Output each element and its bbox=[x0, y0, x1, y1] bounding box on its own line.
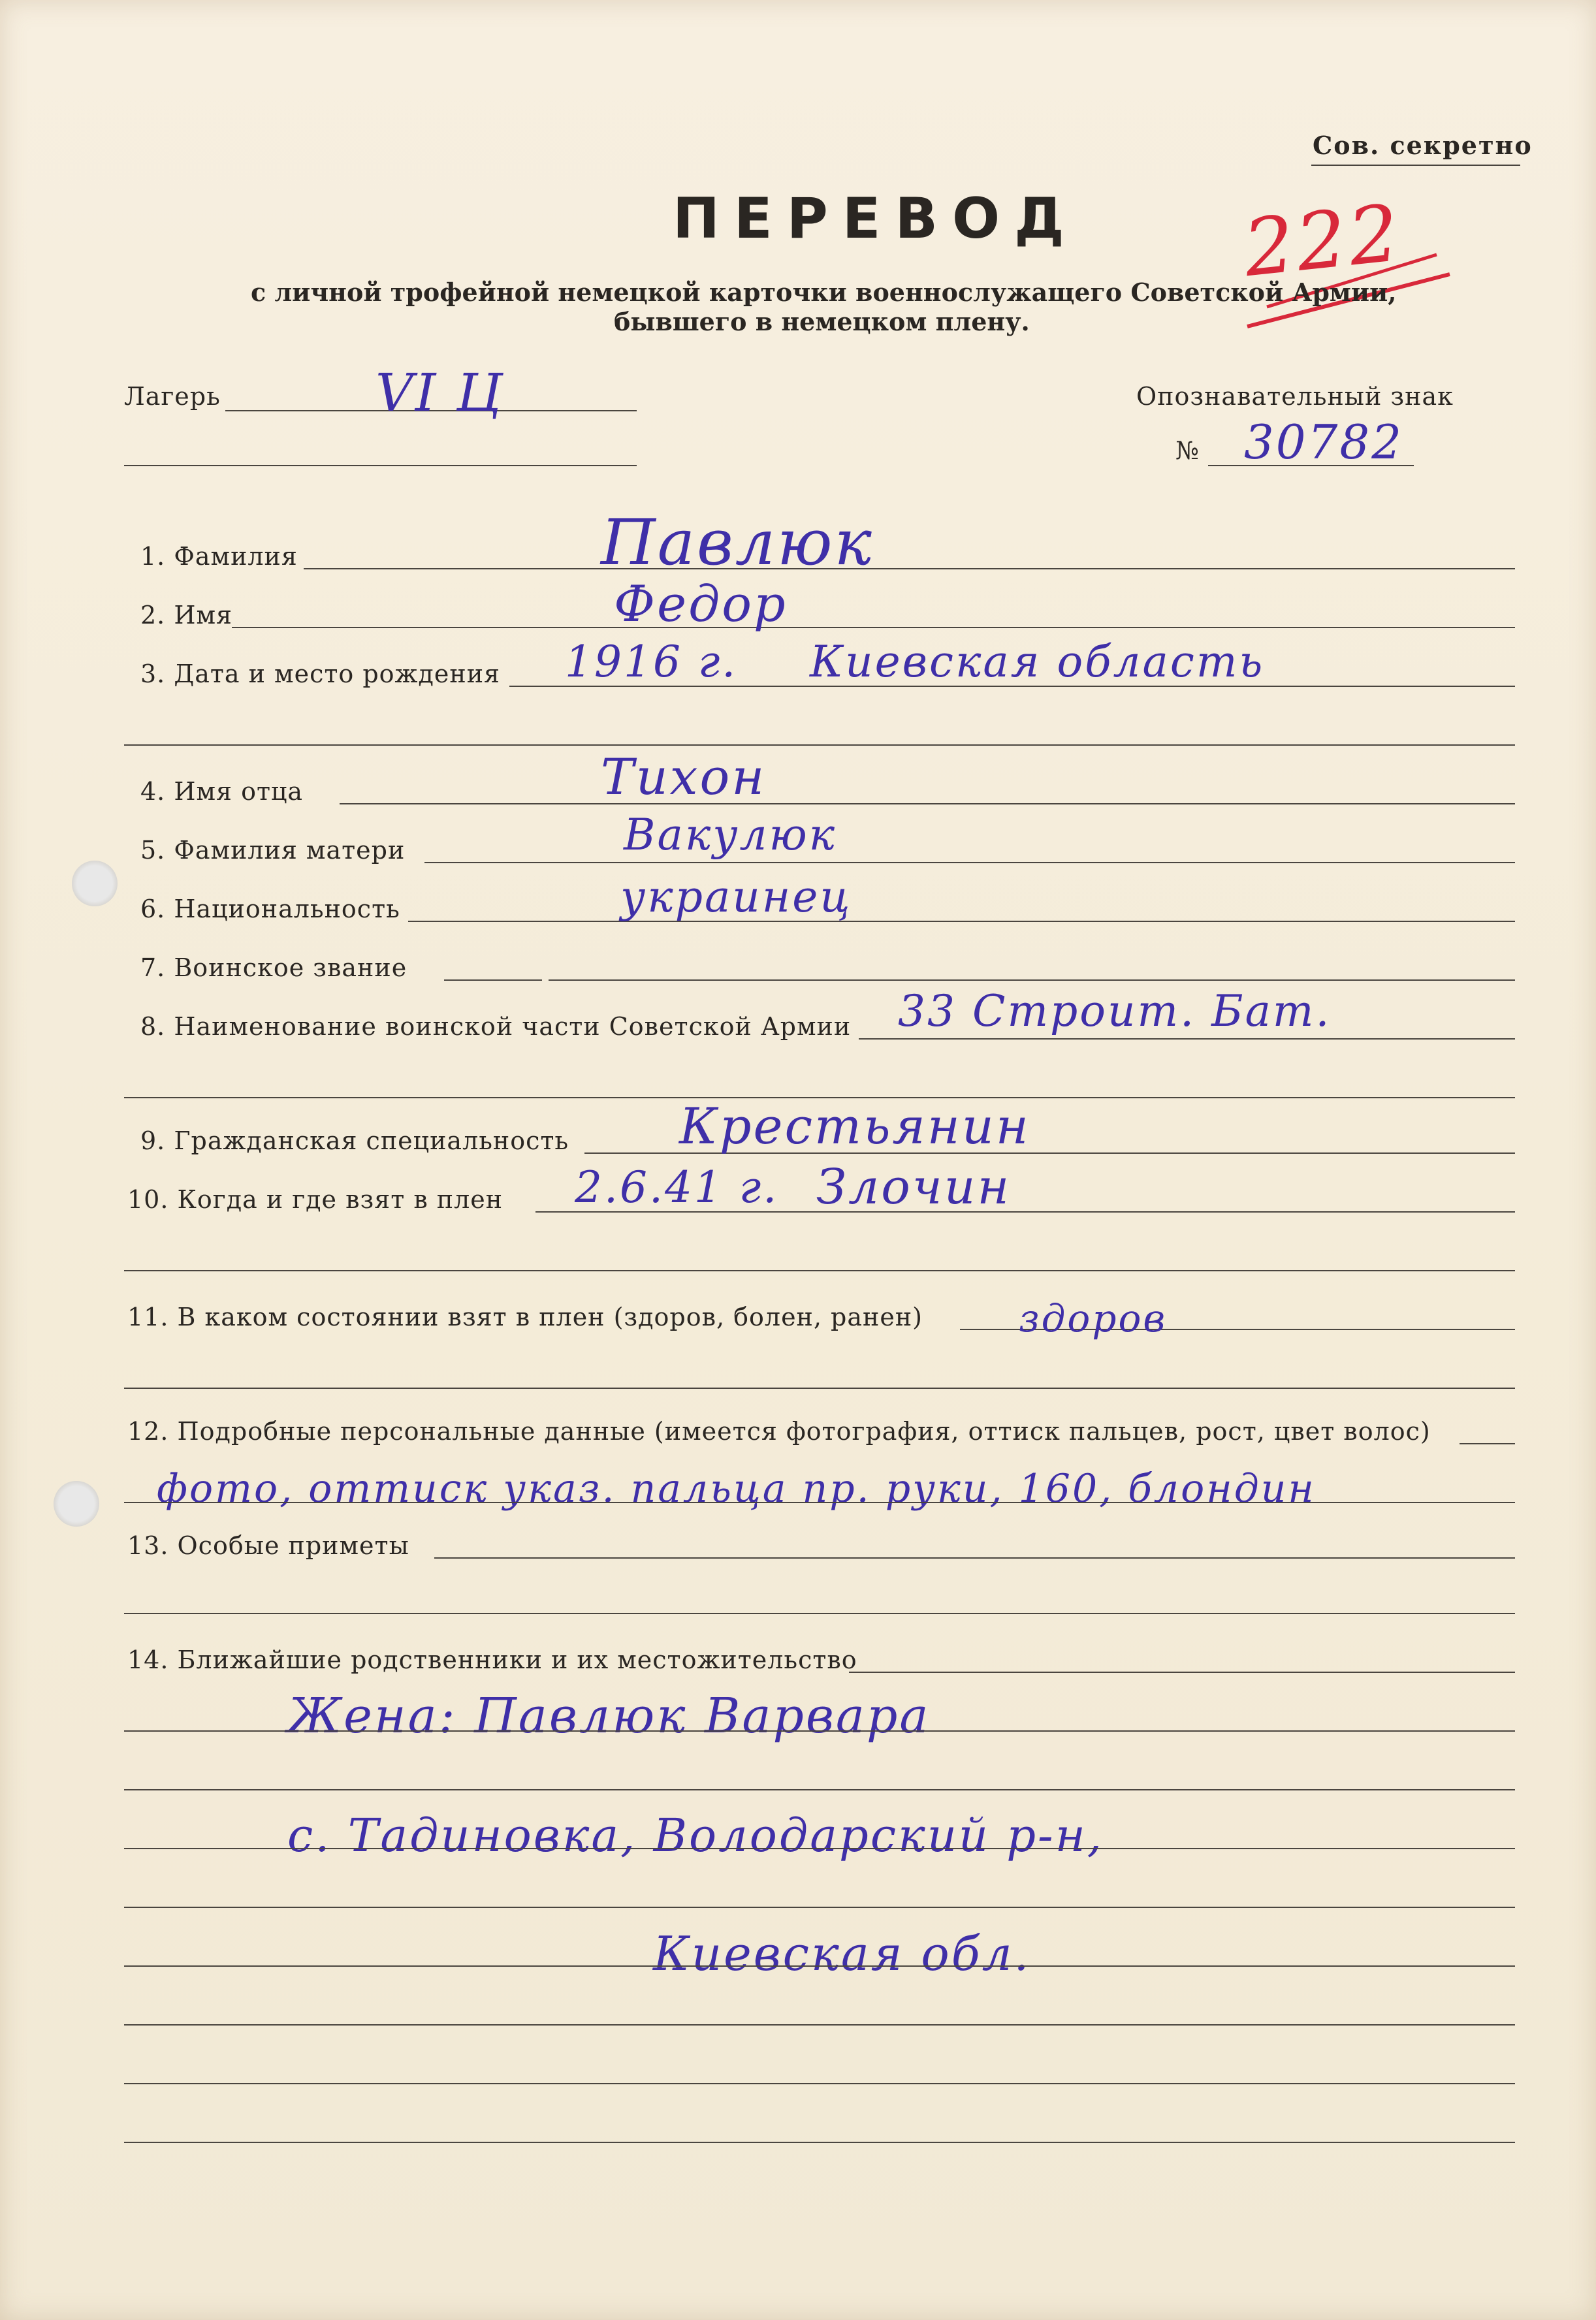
subtitle-line2: бывшего в немецком плену. bbox=[614, 307, 1030, 336]
field-12-label: 12. Подробные персональные данные (имеется фотография, оттиск пальцев, рост, цвет волос) bbox=[127, 1417, 1431, 1446]
field-14-line-9 bbox=[124, 2142, 1515, 2143]
field-4-label: 4. Имя отца bbox=[140, 777, 304, 806]
field-3-value: 1916 г. bbox=[565, 637, 738, 687]
field-6-value: украинец bbox=[620, 872, 852, 922]
field-14-label: 14. Ближайшие родственники и их местожительство bbox=[127, 1645, 857, 1674]
field-13-line bbox=[434, 1557, 1515, 1559]
field-14-line-7 bbox=[124, 2024, 1515, 2026]
field-10-value: 2.6.41 г. bbox=[575, 1162, 779, 1213]
tag-label: Опознавательный знак bbox=[1136, 382, 1454, 411]
archive-number: 222 bbox=[1239, 187, 1406, 295]
field-1-label: 1. Фамилия bbox=[140, 542, 298, 571]
field-1-value: Павлюк bbox=[601, 506, 874, 579]
field-7-label: 7. Воинское звание bbox=[140, 953, 407, 982]
field-10-label: 10. Когда и где взят в плен bbox=[127, 1185, 503, 1214]
field-9-value: Крестьянин bbox=[679, 1097, 1030, 1155]
field-12-value: фото, оттиск указ. пальца пр. руки, 160, блондин bbox=[157, 1466, 1316, 1512]
field-9-label: 9. Гражданская специальность bbox=[140, 1126, 569, 1155]
field-1-line bbox=[304, 568, 1515, 569]
field-11-value: здоров bbox=[1019, 1296, 1168, 1341]
field-8-value: 33 Строит. Бат. bbox=[898, 986, 1332, 1036]
punch-hole-top bbox=[72, 861, 118, 906]
field-7-line-b bbox=[549, 979, 1515, 981]
field-14-line-8 bbox=[124, 2083, 1515, 2084]
field-8-line bbox=[859, 1038, 1515, 1040]
field-10-line-2 bbox=[124, 1270, 1515, 1271]
secrecy-underline bbox=[1311, 165, 1520, 166]
field-3-line-2 bbox=[124, 744, 1515, 746]
secrecy-stamp: Сов. секретно bbox=[1313, 131, 1533, 160]
field-2-value: Федор bbox=[614, 575, 788, 633]
field-4-value: Тихон bbox=[601, 748, 767, 806]
field-14-line-2 bbox=[124, 1730, 1515, 1732]
field-14-value-line3: Киевская обл. bbox=[653, 1926, 1031, 1981]
tag-number: 30782 bbox=[1244, 415, 1404, 469]
field-10-value2: Злочин bbox=[816, 1159, 1012, 1215]
field-13-line-2 bbox=[124, 1613, 1515, 1614]
field-11-label: 11. В каком состоянии взят в плен (здоров, болен, ранен) bbox=[127, 1303, 923, 1331]
field-2-line bbox=[232, 627, 1515, 628]
camp-value: VI Ц bbox=[375, 362, 504, 423]
field-5-line bbox=[424, 862, 1515, 863]
field-14-line-4 bbox=[124, 1848, 1515, 1849]
field-6-label: 6. Национальность bbox=[140, 895, 400, 923]
field-5-label: 5. Фамилия матери bbox=[140, 836, 406, 865]
field-12-line bbox=[1460, 1443, 1515, 1444]
camp-line-2 bbox=[124, 465, 637, 466]
field-3-value2: Киевская область bbox=[810, 637, 1265, 687]
field-14-line-5 bbox=[124, 1907, 1515, 1908]
field-14-value-line1: Жена: Павлюк Варвара bbox=[287, 1688, 931, 1744]
camp-label: Лагерь bbox=[124, 382, 221, 411]
document-title: ПЕРЕВОД bbox=[673, 186, 1079, 251]
field-14-line bbox=[849, 1672, 1515, 1673]
field-6-line bbox=[408, 921, 1515, 922]
field-12-line-2 bbox=[124, 1502, 1515, 1503]
field-11-line-2 bbox=[124, 1388, 1515, 1389]
field-2-label: 2. Имя bbox=[140, 601, 233, 629]
subtitle-line1: с личной трофейной немецкой карточки военнослужащего Советской Армии, bbox=[251, 278, 1397, 307]
tag-number-prefix: № bbox=[1175, 436, 1200, 465]
punch-hole-bottom bbox=[54, 1481, 99, 1527]
field-4-line bbox=[340, 803, 1515, 804]
field-7-line-a bbox=[444, 979, 542, 981]
field-14-value-line2: с. Тадиновка, Володарский р-н, bbox=[287, 1809, 1104, 1862]
field-3-label: 3. Дата и место рождения bbox=[140, 659, 501, 688]
field-8-label: 8. Наименование воинской части Советской Армии bbox=[140, 1012, 852, 1041]
field-14-line-6 bbox=[124, 1965, 1515, 1967]
field-14-line-3 bbox=[124, 1789, 1515, 1790]
field-5-value: Вакулюк bbox=[624, 810, 837, 860]
field-13-label: 13. Особые приметы bbox=[127, 1531, 409, 1560]
